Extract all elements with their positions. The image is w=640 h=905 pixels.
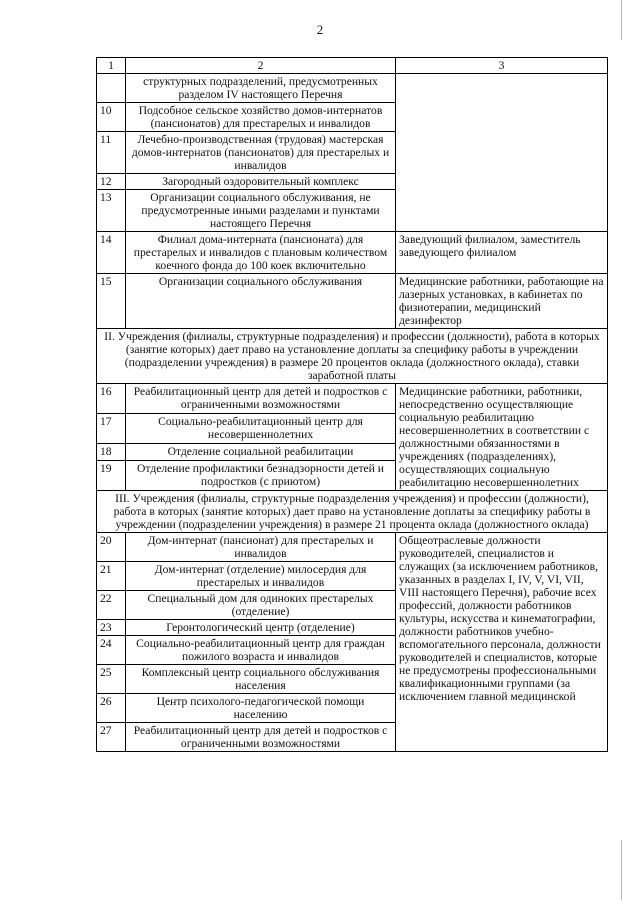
row-number: 10 xyxy=(97,103,126,132)
row-number: 19 xyxy=(97,460,126,490)
table-row xyxy=(97,232,608,274)
institution-name: Организации социального обслуживания xyxy=(126,274,396,329)
institution-name: Комплексный центр социального обслуживания населения xyxy=(126,665,396,694)
row-number: 26 xyxy=(97,694,126,723)
positions-cell: Заведующий филиалом, заместитель заведующего филиалом xyxy=(396,232,608,274)
positions-cell xyxy=(396,74,608,232)
section-heading-row xyxy=(97,329,608,384)
scan-edge-mark xyxy=(621,0,622,40)
institution-name: Дом-интернат (отделение) милосердия для престарелых и инвалидов xyxy=(126,562,396,591)
institution-name: Подсобное сельское хозяйство домов-интернатов (пансионатов) для престарелых и инвалидов xyxy=(126,103,396,132)
row-number: 16 xyxy=(97,384,126,414)
institution-name: Лечебно-производственная (трудовая) мастерская домов-интернатов (пансионатов) для престарелых и инвалидов xyxy=(126,132,396,174)
scan-edge-mark xyxy=(621,840,622,900)
table-row xyxy=(97,74,608,103)
institution-name: Дом-интернат (пансионат) для престарелых и инвалидов xyxy=(126,533,396,562)
institution-name: Социально-реабилитационный центр для несовершеннолетних xyxy=(126,414,396,444)
section-heading: III. Учреждения (филиалы, структурные подразделения учреждения) и профессии (должности), работа в которых (занятие которых) дает право на установление доплаты за специфику работы в учреждении (подразделении учреждения) в размере 21 процента оклада (должностного оклада) xyxy=(97,491,608,533)
institution-name: структурных подразделений, предусмотренных разделом IV настоящего Перечня xyxy=(126,74,396,103)
institution-name: Отделение профилактики безнадзорности детей и подростков (с приютом) xyxy=(126,460,396,490)
institution-name: Реабилитационный центр для детей и подростков с ограниченными возможностями xyxy=(126,723,396,752)
column-header: 2 xyxy=(126,58,396,74)
institution-name: Отделение социальной реабилитации xyxy=(126,444,396,461)
row-number: 18 xyxy=(97,444,126,461)
positions-cell: Медицинские работники, работающие на лазерных установках, в кабинетах по физиотерапии, медицинский дезинфектор xyxy=(396,274,608,329)
institution-name: Специальный дом для одиноких престарелых (отделение) xyxy=(126,591,396,620)
institution-name: Организации социального обслуживания, не предусмотренные иными разделами и пунктами настоящего Перечня xyxy=(126,190,396,232)
column-header: 3 xyxy=(396,58,608,74)
row-number: 24 xyxy=(97,636,126,665)
institution-name: Социально-реабилитационный центр для граждан пожилого возраста и инвалидов xyxy=(126,636,396,665)
section-heading: II. Учреждения (филиалы, структурные подразделения) и профессии (должности), работа в которых (занятие которых) дает право на установление доплаты за специфику работы в учреждении (подразделении учреждения) в размере 20 процентов оклада (должностного оклада), ставки заработной платы xyxy=(97,329,608,384)
table-row xyxy=(97,274,608,329)
positions-cell: Медицинские работники, работники, непосредственно осуществляющие социальную реабилитацию несовершеннолетних в соответствии с должностными обязанностями в учреждениях (подразделениях), осуществляющих социальную реабилитацию несовершеннолетних xyxy=(396,384,608,491)
row-number xyxy=(97,74,126,103)
row-number: 15 xyxy=(97,274,126,329)
row-number: 17 xyxy=(97,414,126,444)
positions-cell: Общеотраслевые должности руководителей, специалистов и служащих (за исключением работников, указанных в разделах I, IV, V, VI, VII, VIII настоящего Перечня), рабочие всех профессий, должности работников культуры, искусства и кинематографии, должности работников учебно-вспомогательного персонала, должности руководителей и специалистов, которые не предусмотрены профессиональными квалификационными группами (за исключением главной медицинской xyxy=(396,533,608,752)
institution-name: Филиал дома-интерната (пансионата) для престарелых и инвалидов с плановым количеством коечного фонда до 100 коек включительно xyxy=(126,232,396,274)
row-number: 25 xyxy=(97,665,126,694)
row-number: 14 xyxy=(97,232,126,274)
table-row xyxy=(97,384,608,414)
institution-name: Реабилитационный центр для детей и подростков с ограниченными возможностями xyxy=(126,384,396,414)
row-number: 27 xyxy=(97,723,126,752)
row-number: 20 xyxy=(97,533,126,562)
row-number: 22 xyxy=(97,591,126,620)
institution-name: Загородный оздоровительный комплекс xyxy=(126,174,396,190)
table-row xyxy=(97,533,608,562)
row-number: 21 xyxy=(97,562,126,591)
row-number: 23 xyxy=(97,620,126,636)
institution-name: Центр психолого-педагогической помощи населению xyxy=(126,694,396,723)
section-heading-row xyxy=(97,491,608,533)
page-number: 2 xyxy=(316,22,324,37)
column-header-row xyxy=(97,58,608,74)
institution-name: Геронтологический центр (отделение) xyxy=(126,620,396,636)
column-header: 1 xyxy=(97,58,126,74)
allowance-table xyxy=(96,57,608,752)
row-number: 12 xyxy=(97,174,126,190)
row-number: 11 xyxy=(97,132,126,174)
row-number: 13 xyxy=(97,190,126,232)
